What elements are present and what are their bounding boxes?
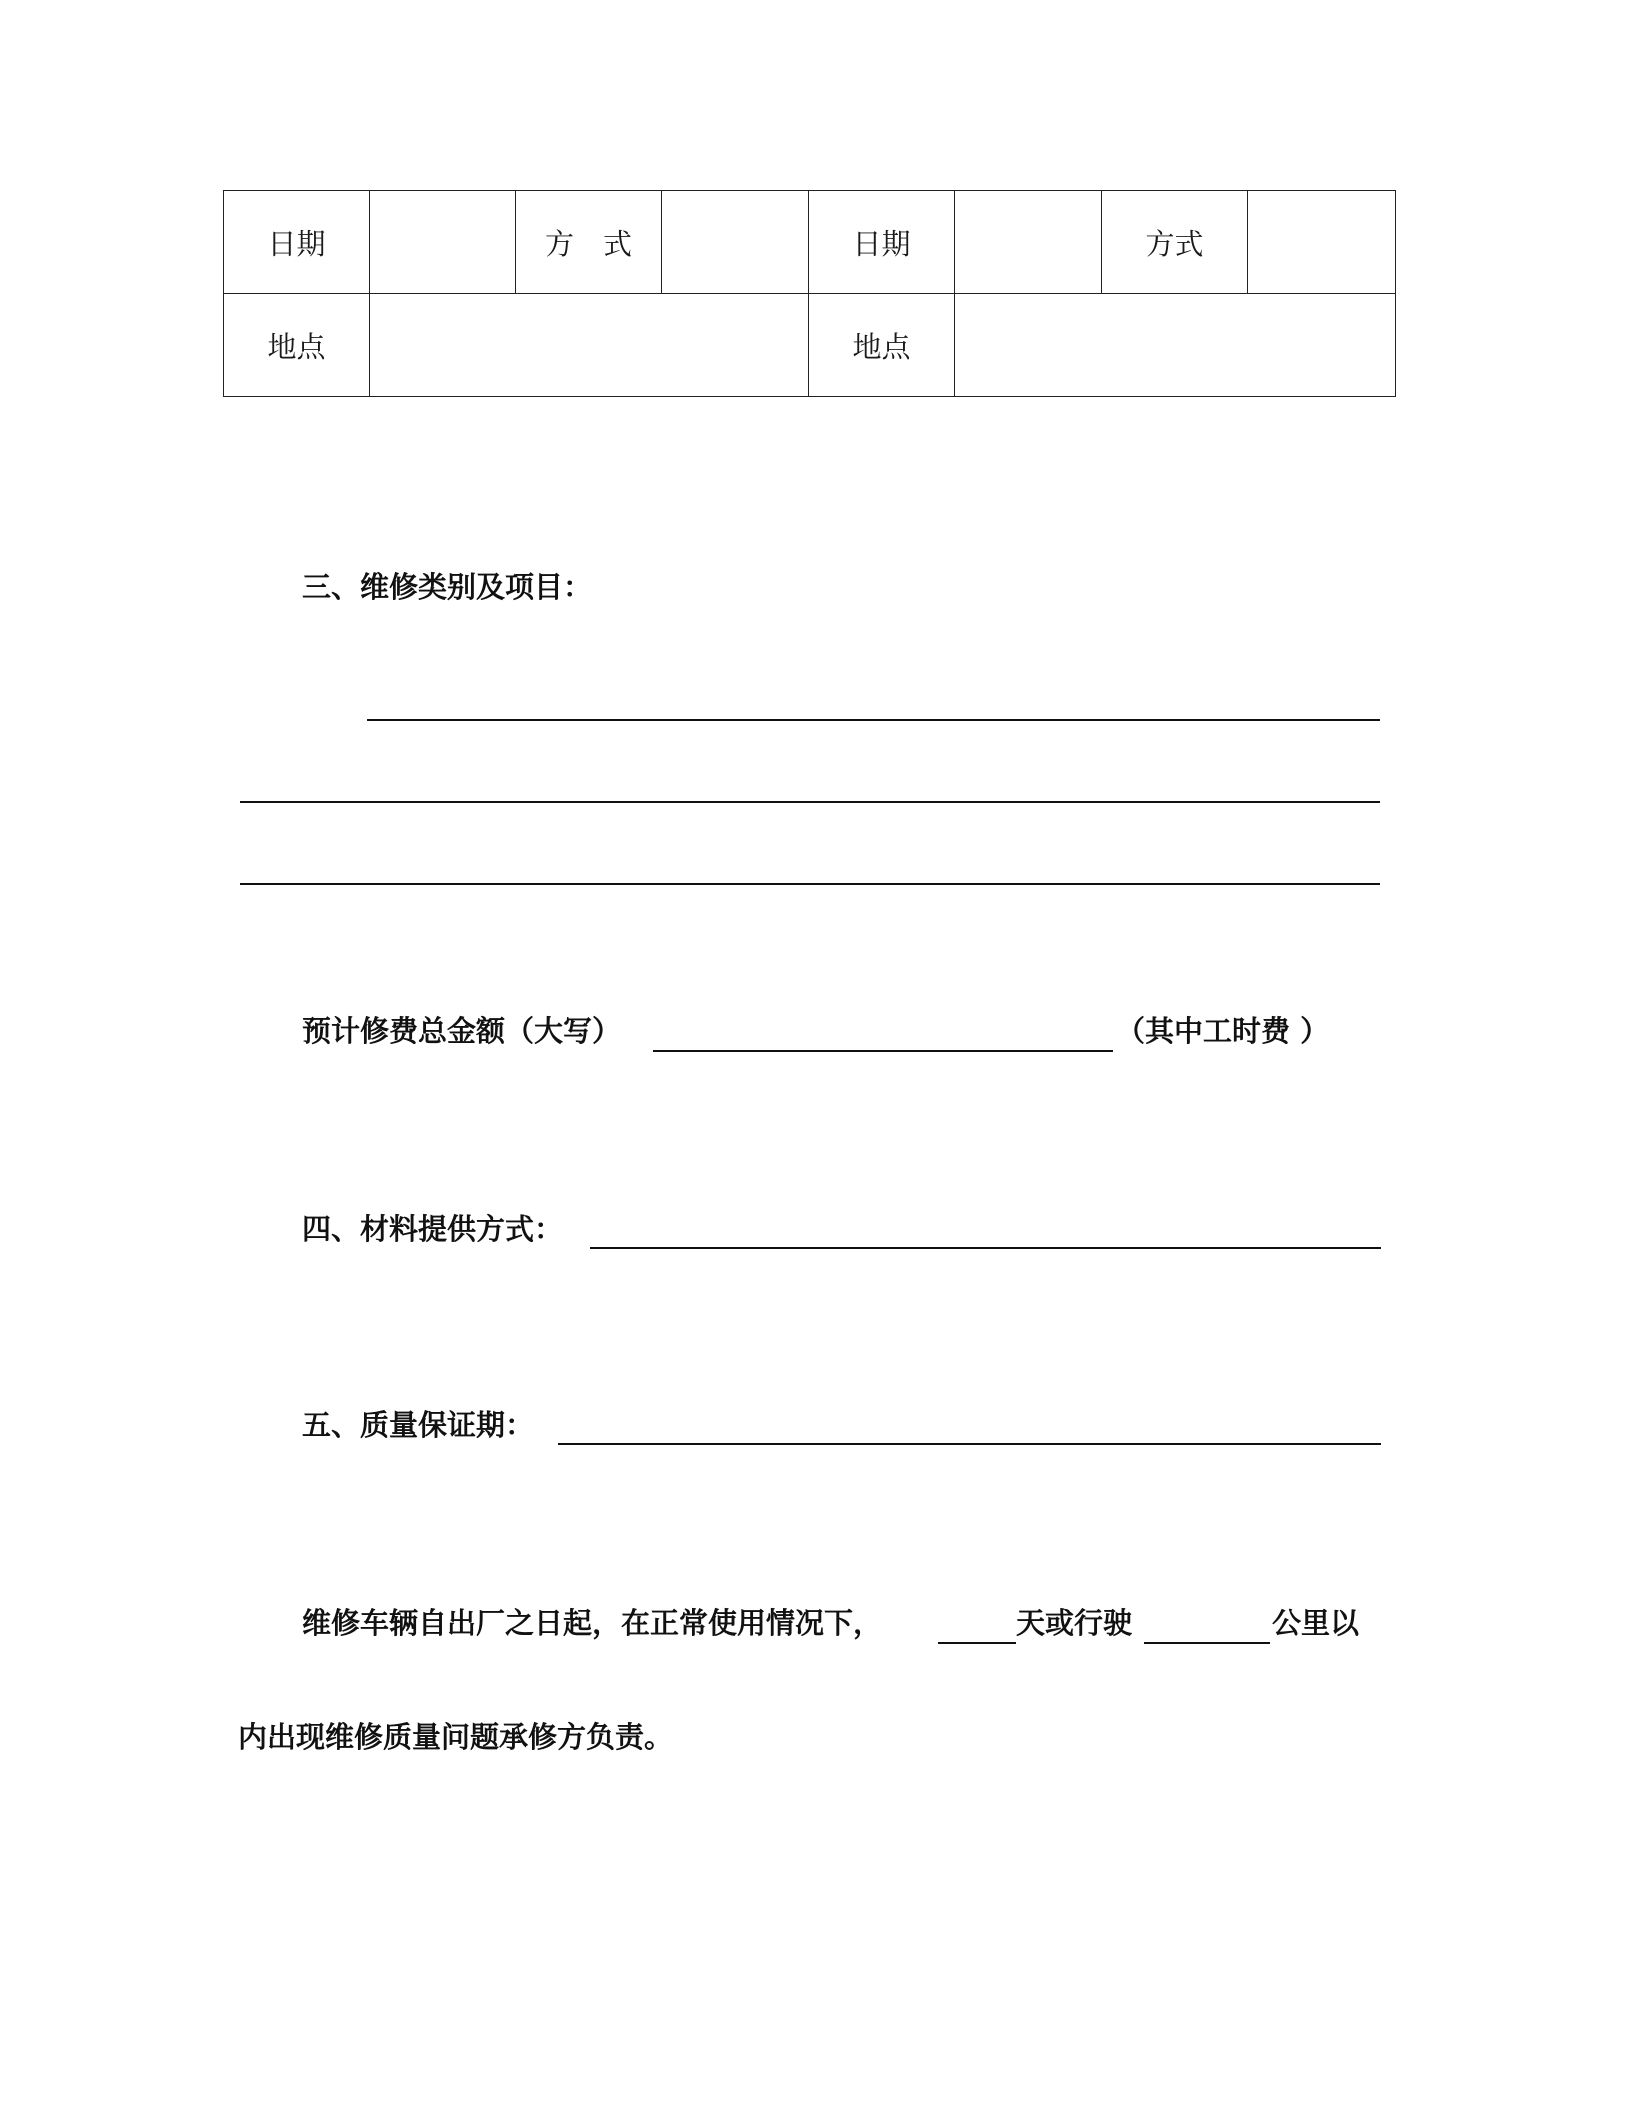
repair-items-line-3[interactable] [240,883,1380,885]
date-label-a: 日期 [224,191,370,294]
method-label-a: 方 式 [516,191,662,294]
method-value-a[interactable] [662,191,809,294]
repair-items-line-2[interactable] [240,801,1380,803]
place-label-b: 地点 [809,294,955,397]
date-value-a[interactable] [370,191,516,294]
estimate-label: 预计修费总金额（大写） [302,1014,622,1048]
date-label-b: 日期 [809,191,955,294]
section3-heading: 三、维修类别及项目： [302,570,593,604]
table-row [224,294,1396,397]
warranty-days-line[interactable] [938,1642,1016,1644]
material-method-line[interactable] [590,1247,1381,1249]
section4-heading: 四、材料提供方式： [302,1212,564,1246]
labor-fee-note: （其中工时费 ） [1116,1014,1330,1048]
date-value-b[interactable] [955,191,1102,294]
warranty-period-line[interactable] [558,1443,1381,1445]
warranty-text-part1: 维修车辆自出厂之日起，在正常使用情况下， [302,1606,883,1640]
schedule-table [223,190,1396,397]
place-label-a: 地点 [224,294,370,397]
section5-heading: 五、质量保证期： [302,1408,535,1442]
repair-items-line-1[interactable] [367,719,1380,721]
warranty-km-line[interactable] [1144,1642,1270,1644]
warranty-text-line2: 内出现维修质量问题承修方负责。 [238,1720,674,1754]
place-value-a[interactable] [370,294,809,397]
method-label-b: 方式 [1102,191,1248,294]
place-value-b[interactable] [955,294,1396,397]
table-row [224,191,1396,294]
warranty-text-part2: 天或行驶 [1016,1606,1133,1640]
estimate-amount-line[interactable] [653,1050,1113,1052]
warranty-text-part3: 公里以 [1272,1606,1360,1640]
method-value-b[interactable] [1248,191,1396,294]
